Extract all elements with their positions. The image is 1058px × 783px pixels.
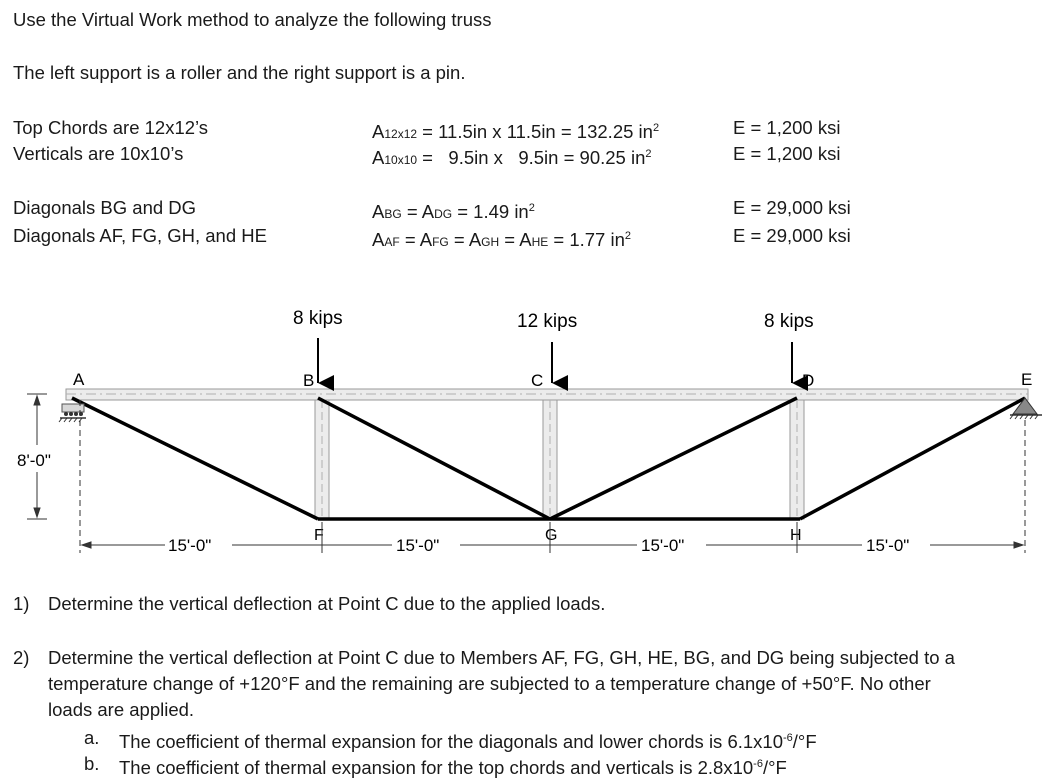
modulus-verticals: E = 1,200 ksi (733, 143, 841, 164)
node-label-d: D (802, 371, 815, 390)
modulus-diag-bg-dg: E = 29,000 ksi (733, 197, 851, 218)
intro-line-2: The left support is a roller and the right support is a pin. (13, 62, 466, 83)
question-2-line-2: temperature change of +120°F and the remaining are subjected to a temperature change of +50°F. No other (48, 673, 931, 694)
member-he (800, 398, 1025, 519)
question-1 (13, 592, 606, 616)
question-1-number: 1) (13, 593, 30, 614)
area-verticals: A10x10 = 9.5in x 9.5in = 90.25 $in^2$ (372, 147, 652, 168)
member-label-top-chords: Top Chords are 12x12’s (13, 117, 209, 138)
intro-line-1: Use the Virtual Work method to analyze the following truss (13, 9, 492, 30)
member-label-diag-af-he: Diagonals AF, FG, GH, and HE (13, 225, 267, 246)
question-2-line-3: loads are applied. (48, 699, 195, 720)
member-af (72, 398, 318, 519)
span-dimension-3: 15'-0" (641, 536, 685, 555)
span-dimension-1: 15'-0" (168, 536, 212, 555)
question-2a-text: The coefficient of thermal expansion for the diagonals and lower chords is $6.1x10^{-6}/^\circ F$ (119, 731, 817, 752)
question-1-text: Determine the vertical deflection at Point C due to the applied loads. (48, 593, 606, 614)
load-label-c: 12 kips (517, 311, 578, 332)
load-label-b: 8 kips (293, 308, 343, 329)
verticals (315, 400, 804, 519)
question-2b-text: The coefficient of thermal expansion for the top chords and verticals is $2.8x10^{-6}/^\circ F$ (119, 757, 787, 778)
node-label-g: G (545, 527, 558, 544)
span-dimension-4: 15'-0" (866, 536, 910, 555)
question-2a-number: a. (84, 727, 100, 748)
node-label-e: E (1021, 370, 1033, 389)
question-2b-number: b. (84, 753, 100, 774)
height-dimension-label: 8'-0" (17, 451, 51, 470)
node-label-h: H (790, 527, 802, 544)
node-label-c: C (531, 371, 544, 390)
roller-support (59, 404, 86, 422)
modulus-top-chords: E = 1,200 ksi (733, 117, 841, 138)
member-label-diag-bg-dg: Diagonals BG and DG (13, 197, 197, 218)
span-dimension-2: 15'-0" (396, 536, 440, 555)
node-label-a: A (73, 370, 85, 389)
member-bg (318, 398, 550, 519)
question-2-number: 2) (13, 647, 30, 668)
member-dg (550, 398, 797, 519)
node-label-b: B (303, 371, 315, 390)
area-diag-bg-dg: ABG = ADG = 1.49 $in^2$ (372, 201, 535, 222)
area-top-chords: A12x12 = 11.5in x 11.5in = 132.25 $in^2$ (372, 121, 660, 142)
pin-support (1010, 398, 1042, 419)
node-label-f: F (314, 527, 324, 544)
question-2-line-1: Determine the vertical deflection at Point C due to Members AF, FG, GH, HE, BG, and DG being subjected to a (48, 647, 955, 668)
area-diag-af-he: AAF = AFG = AGH = AHE = 1.77 $in^2$ (372, 229, 632, 250)
load-label-d: 8 kips (764, 311, 814, 332)
member-label-verticals: Verticals are 10x10’s (13, 143, 184, 164)
modulus-diag-af-he: E = 29,000 ksi (733, 225, 851, 246)
